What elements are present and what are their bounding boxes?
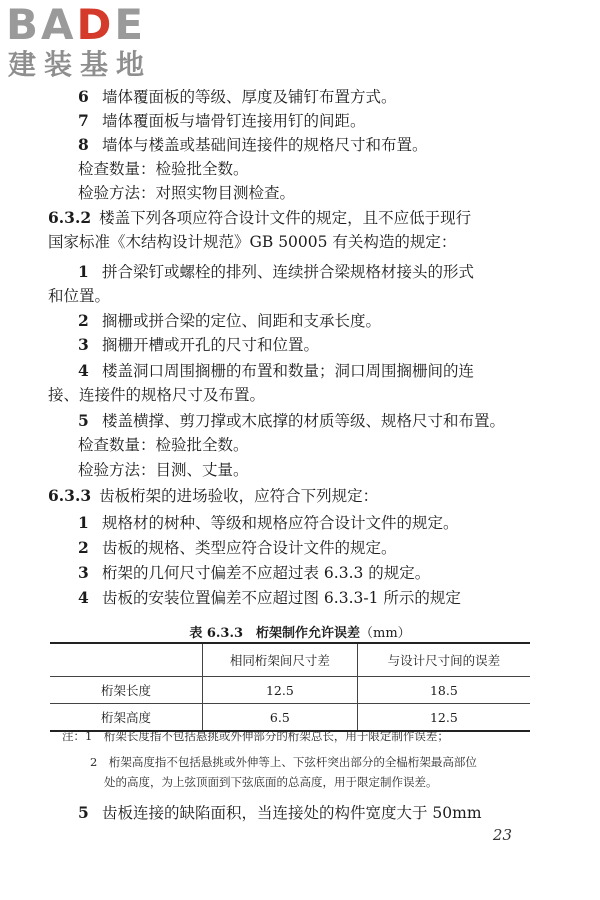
table-header	[50, 643, 203, 677]
list-item-cont: 和位置。	[48, 287, 111, 305]
table-cell: 桁架长度	[50, 677, 203, 704]
logo-brand: BADE	[6, 0, 147, 49]
table-cell: 12.5	[357, 704, 530, 732]
table-cell: 6.5	[203, 704, 358, 732]
section-6-3-2: 6.3.2 楼盖下列各项应符合设计文件的规定，且不应低于现行	[48, 208, 472, 227]
check-method: 检验方法：目测、丈量。	[78, 461, 249, 479]
table-header-row	[50, 643, 530, 677]
list-item: 4 楼盖洞口周围搁栅的布置和数量；洞口周围搁栅间的连	[78, 361, 475, 380]
logo-chinese: 建装基地	[8, 48, 153, 81]
check-method: 检验方法：对照实物目测检查。	[78, 184, 296, 202]
list-item: 5 齿板连接的缺陷面积，当连接处的构件宽度大于 50mm	[78, 803, 482, 822]
list-item: 2 搁栅或拼合梁的定位、间距和支承长度。	[78, 311, 382, 330]
list-item: 8 墙体与楼盖或基础间连接件的规格尺寸和布置。	[78, 135, 428, 154]
table-cell: 12.5	[203, 677, 358, 704]
table-cell: 18.5	[357, 677, 530, 704]
list-item: 1 规格材的树种、等级和规格应符合设计文件的规定。	[78, 513, 459, 532]
bade-logo	[6, 2, 196, 88]
tolerance-table	[50, 642, 530, 732]
table-note-2-cont: 处的高度，为上弦顶面到下弦底面的总高度，用于限定制作误差。	[104, 775, 438, 789]
list-item: 7 墙体覆面板与墙骨钉连接用钉的间距。	[78, 111, 366, 130]
list-item: 4 齿板的安装位置偏差不应超过图 6.3.3-1 所示的规定	[78, 588, 461, 607]
page-number: 23	[492, 826, 512, 844]
list-item: 1 拼合梁钉或螺栓的排列、连续拼合梁规格材接头的形式	[78, 262, 475, 281]
list-item-cont: 接、连接件的规格尺寸及布置。	[48, 386, 266, 404]
table-row	[50, 677, 530, 704]
check-quantity: 检查数量：检验批全数。	[78, 160, 249, 178]
table-note-2: 2 桁架高度指不包括悬挑或外伸等上、下弦杆突出部分的全榀桁架最高部位	[90, 755, 477, 769]
section-6-3-2-cont: 国家标准《木结构设计规范》GB 50005 有关构造的规定：	[48, 233, 457, 251]
check-quantity: 检查数量：检验批全数。	[78, 436, 249, 454]
section-6-3-3: 6.3.3 齿板桁架的进场验收，应符合下列规定：	[48, 486, 379, 505]
table-header: 相同桁架间尺寸差	[203, 643, 358, 677]
list-item: 5 楼盖横撑、剪刀撑或木底撑的材质等级、规格尺寸和布置。	[78, 411, 506, 430]
table-header: 与设计尺寸间的误差	[357, 643, 530, 677]
list-item: 3 搁栅开槽或开孔的尺寸和位置。	[78, 335, 320, 354]
list-item: 2 齿板的规格、类型应符合设计文件的规定。	[78, 538, 397, 557]
table-note-1: 注：1 桁架长度指不包括悬挑或外伸部分的桁架总长，用于限定制作误差；	[62, 729, 449, 743]
table-caption: 表 6.3.3 桁架制作允许误差（mm）	[189, 626, 411, 641]
list-item: 3 桁架的几何尺寸偏差不应超过表 6.3.3 的规定。	[78, 563, 431, 582]
table-cell: 桁架高度	[50, 704, 203, 732]
list-item: 6 墙体覆面板的等级、厚度及铺钉布置方式。	[78, 87, 397, 106]
